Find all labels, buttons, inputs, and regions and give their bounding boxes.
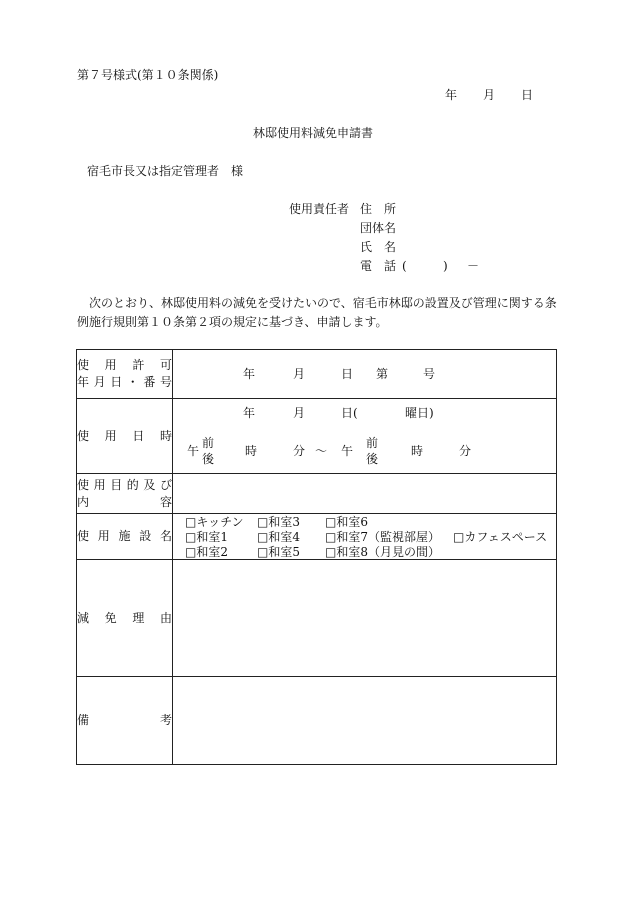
- checkbox-washitsu-5[interactable]: □和室5: [257, 545, 300, 559]
- facility-options-cell: [173, 514, 557, 560]
- addressee: 宿毛市長又は指定管理者 様: [87, 164, 244, 178]
- start-go-after: 後: [202, 452, 215, 466]
- dt-month: 月: [293, 406, 306, 420]
- intro-line-2: 例施行規則第１０条第２項の規定に基づき、申請します。: [77, 315, 388, 329]
- row-facility: [77, 514, 557, 560]
- checkbox-kitchen[interactable]: □キッチン: [185, 515, 244, 529]
- intro-paragraph: [77, 294, 557, 332]
- label-permit-line-1: 使 用 許 可: [77, 358, 172, 372]
- start-minute: 分: [293, 444, 306, 458]
- checkbox-washitsu-1[interactable]: □和室1: [185, 530, 228, 544]
- row-reason: [77, 560, 557, 677]
- checkbox-washitsu-8[interactable]: □和室8（月見の間）: [325, 545, 440, 559]
- applicant-role: 使用責任者: [289, 202, 350, 216]
- start-hour: 時: [245, 444, 258, 458]
- checkbox-washitsu-7[interactable]: □和室7（監視部屋）: [325, 530, 440, 544]
- permit-no-suffix: 号: [423, 367, 436, 381]
- row-purpose: [77, 474, 557, 514]
- checkbox-washitsu-2[interactable]: □和室2: [185, 545, 228, 559]
- permit-day: 日: [341, 367, 354, 381]
- intro-line-1: 次のとおり、林邸使用料の減免を受けたいので、宿毛市林邸の設置及び管理に関する条: [77, 296, 557, 310]
- checkbox-washitsu-6[interactable]: □和室6: [325, 515, 368, 529]
- start-go: 午: [187, 444, 200, 458]
- remarks-value-cell[interactable]: [173, 677, 557, 765]
- purpose-value-cell[interactable]: [173, 474, 557, 514]
- permit-year: 年: [243, 367, 256, 381]
- range-tilde: ～: [315, 444, 328, 458]
- row-datetime: [77, 399, 557, 474]
- label-permit-line-2: 年 月 日 ・ 番 号: [77, 375, 172, 389]
- label-datetime: 使 用 日 時: [77, 399, 173, 474]
- permit-no-prefix: 第: [376, 367, 389, 381]
- phone-label: 電 話: [360, 259, 397, 273]
- end-hour: 時: [411, 444, 424, 458]
- application-table: [76, 349, 557, 765]
- document-title: 林邸使用料減免申請書: [253, 126, 374, 140]
- group-label: 団体名: [360, 221, 397, 235]
- dt-weekday: 曜日): [405, 406, 434, 420]
- date-line: [445, 88, 533, 102]
- reason-value-cell[interactable]: [173, 560, 557, 677]
- phone-open-paren: (: [402, 259, 407, 273]
- start-zen: 前: [202, 436, 215, 450]
- end-go: 午: [341, 444, 354, 458]
- label-remarks: 備 考: [77, 677, 173, 765]
- date-day-label: 日: [521, 88, 534, 102]
- date-year-label: 年: [445, 88, 458, 102]
- permit-month: 月: [293, 367, 306, 381]
- end-zen: 前: [366, 436, 379, 450]
- dt-day-open: 日(: [341, 406, 358, 420]
- label-purpose: 使 用 目 的 及 び 内 容: [77, 474, 173, 514]
- row-permit: [77, 350, 557, 399]
- date-month-label: 月: [483, 88, 496, 102]
- name-label: 氏 名: [360, 240, 397, 254]
- label-facility: 使 用 施 設 名: [77, 514, 173, 560]
- label-reason: 減 免 理 由: [77, 560, 173, 677]
- form-number: 第７号様式(第１０条関係): [77, 68, 219, 82]
- label-permit: [77, 350, 173, 399]
- datetime-value-cell[interactable]: [173, 399, 557, 474]
- end-go-after: 後: [366, 452, 379, 466]
- phone-close-paren: ): [443, 259, 448, 273]
- address-label: 住 所: [360, 202, 397, 216]
- checkbox-washitsu-3[interactable]: □和室3: [257, 515, 300, 529]
- phone-dash: －: [467, 259, 480, 273]
- row-remarks: [77, 677, 557, 765]
- checkbox-cafe-space[interactable]: □カフェスペース: [453, 530, 548, 544]
- end-minute: 分: [459, 444, 472, 458]
- permit-value-cell[interactable]: [173, 350, 557, 399]
- dt-year: 年: [243, 406, 256, 420]
- checkbox-washitsu-4[interactable]: □和室4: [257, 530, 300, 544]
